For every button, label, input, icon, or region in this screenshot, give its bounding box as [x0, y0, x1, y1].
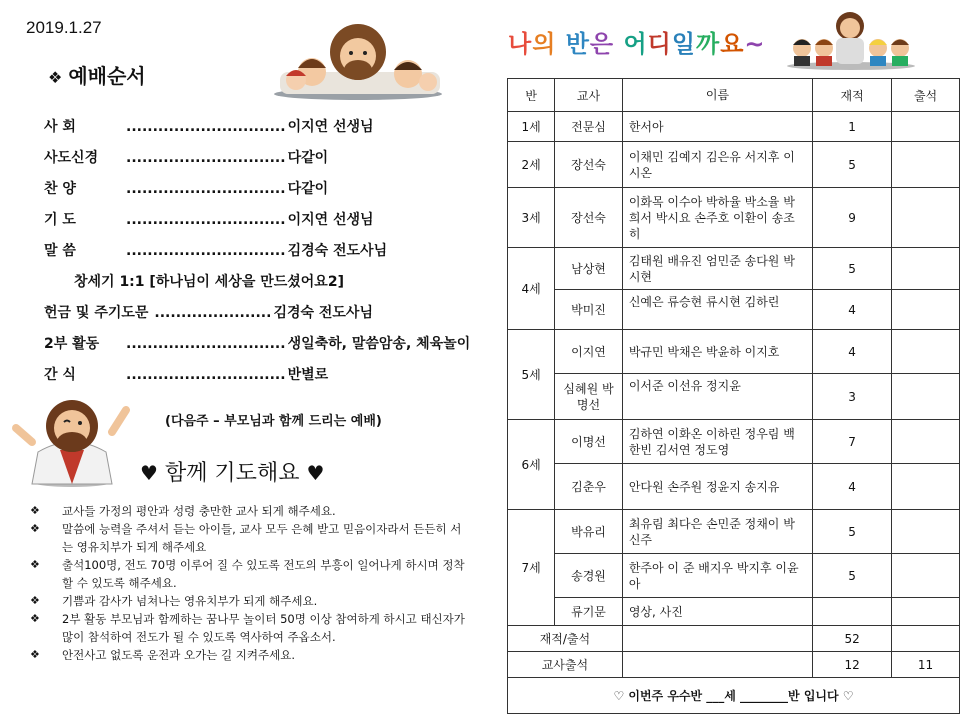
cell-enrolled: 4 — [813, 290, 892, 330]
cell-enrolled: 3 — [813, 374, 892, 420]
summary-blank — [622, 626, 812, 652]
summary-attend[interactable] — [892, 626, 960, 652]
table-row — [508, 248, 960, 290]
order-dots: .............................. — [126, 119, 286, 135]
title-letter: 반 — [565, 30, 590, 58]
summary-label: 교사출석 — [508, 652, 623, 678]
jesus-children-illustration — [272, 20, 444, 102]
cell-ban: 2세 — [508, 142, 555, 188]
cell-attend[interactable] — [892, 510, 960, 554]
order-row — [44, 329, 471, 360]
header-teacher: 교사 — [555, 79, 623, 112]
cell-ban: 3세 — [508, 188, 555, 248]
order-label: 찬 양 — [44, 181, 76, 197]
diamond-bullet-icon: ❖ — [30, 558, 40, 571]
prayer-list — [30, 502, 470, 664]
cell-enrolled: 1 — [813, 112, 892, 142]
title-letter: 어 — [623, 30, 648, 58]
heart-icon: ♥ — [306, 461, 325, 485]
table-row — [508, 330, 960, 374]
jesus-waving-illustration — [8, 392, 136, 488]
cell-ban: 5세 — [508, 330, 555, 420]
title-letter: 요 — [720, 30, 745, 58]
cell-teacher: 김춘우 — [555, 464, 623, 510]
title-letter: 나 — [508, 30, 533, 58]
cell-enrolled: 5 — [813, 142, 892, 188]
diamond-bullet-icon: ❖ — [30, 648, 40, 661]
cell-enrolled: 9 — [813, 188, 892, 248]
table-row — [508, 290, 960, 330]
best-class-text: ♡ 이번주 우수반 ___세 ________반 입니다 ♡ — [508, 678, 960, 714]
order-label: 헌금 및 주기도문 — [44, 305, 149, 321]
table-header-row — [508, 79, 960, 112]
summary-label: 재적/출석 — [508, 626, 623, 652]
prayer-text: 안전사고 없도록 운전과 오가는 길 지켜주세요. — [62, 648, 296, 662]
order-dots: .............................. — [126, 212, 286, 228]
order-dots: .............................. — [126, 150, 286, 166]
cell-attend[interactable] — [892, 374, 960, 420]
prayer-text: 2부 활동 부모님과 함께하는 꿈나무 놀이터 50명 이상 참여하게 하시고 태신자가 많이 참석하여 전도가 될 수 있도록 역사하여 주옵소서. — [62, 612, 465, 644]
cell-teacher: 장선숙 — [555, 142, 623, 188]
class-title-text — [508, 30, 766, 58]
diamond-bullet-icon: ❖ — [30, 522, 40, 535]
table-row — [508, 374, 960, 420]
cell-attend[interactable] — [892, 464, 960, 510]
cell-teacher: 장선숙 — [555, 188, 623, 248]
summary-attend[interactable]: 11 — [892, 652, 960, 678]
worship-order-title — [48, 60, 146, 89]
cell-attend[interactable] — [892, 420, 960, 464]
table-row — [508, 142, 960, 188]
prayer-text: 기쁨과 감사가 넘쳐나는 영유치부가 되게 해주세요. — [62, 594, 318, 608]
cell-enrolled — [813, 598, 892, 626]
header-names: 이름 — [622, 79, 812, 112]
cell-names: 안다원 손주원 정윤지 송지유 — [622, 464, 812, 510]
summary-blank — [622, 652, 812, 678]
title-letter: 까 — [696, 30, 721, 58]
order-row — [44, 174, 464, 205]
prayer-title-text: 함께 기도해요 — [164, 461, 300, 486]
order-value: 반별로 — [287, 367, 329, 383]
heart-icon: ♥ — [140, 461, 158, 485]
prayer-item — [30, 610, 470, 646]
diamond-bullet-icon: ❖ — [30, 594, 40, 607]
summary-row — [508, 626, 960, 652]
order-value: 김경숙 전도사님 — [287, 243, 388, 259]
header-enrolled: 재적 — [813, 79, 892, 112]
order-value: 이지연 선생님 — [287, 119, 374, 135]
best-class-row — [508, 678, 960, 714]
worship-order-list — [44, 112, 471, 391]
header-attend: 출석 — [892, 79, 960, 112]
header-ban: 반 — [508, 79, 555, 112]
order-dots: .............................. — [126, 367, 286, 383]
cell-enrolled: 4 — [813, 330, 892, 374]
cell-teacher: 박미진 — [555, 290, 623, 330]
title-letter: 디 — [647, 30, 672, 58]
cell-teacher: 송경원 — [555, 554, 623, 598]
prayer-title — [140, 456, 324, 487]
order-label: 사 회 — [44, 119, 76, 135]
prayer-text: 말씀에 능력을 주셔서 듣는 아이들, 교사 모두 은혜 받고 믿음이자라서 든든히 서는 영유치부가 되게 해주세요 — [62, 522, 462, 554]
class-table-title — [508, 24, 766, 59]
cell-attend[interactable] — [892, 112, 960, 142]
order-dots: .............................. — [126, 336, 286, 352]
table-row — [508, 420, 960, 464]
cell-ban: 1세 — [508, 112, 555, 142]
diamond-bullet-icon: ❖ — [48, 68, 63, 87]
order-label: 사도신경 — [44, 150, 99, 166]
order-row — [44, 298, 464, 329]
cell-attend[interactable] — [892, 290, 960, 330]
title-letter: 일 — [671, 30, 697, 58]
summary-enrolled: 52 — [813, 626, 892, 652]
cell-enrolled: 5 — [813, 248, 892, 290]
title-letter: ~ — [744, 30, 766, 58]
prayer-item — [30, 646, 470, 664]
cell-teacher: 남상현 — [555, 248, 623, 290]
cell-enrolled: 5 — [813, 510, 892, 554]
next-week-note: (다음주 – 부모님과 함께 드리는 예배) — [165, 414, 382, 429]
cell-attend[interactable] — [892, 554, 960, 598]
cell-ban: 6세 — [508, 420, 555, 510]
title-letter — [556, 30, 565, 58]
order-dots: .............................. — [126, 181, 286, 197]
cell-attend[interactable] — [892, 188, 960, 248]
class-attendance-table — [507, 78, 960, 714]
order-label: 2부 활동 — [44, 336, 100, 352]
order-row — [44, 205, 464, 236]
prayer-item — [30, 520, 470, 556]
cell-enrolled: 7 — [813, 420, 892, 464]
table-row — [508, 464, 960, 510]
table-row — [508, 510, 960, 554]
cell-teacher: 박유리 — [555, 510, 623, 554]
table-row — [508, 598, 960, 626]
order-dots: .............................. — [126, 243, 286, 259]
cell-attend[interactable] — [892, 142, 960, 188]
order-label: 간 식 — [44, 367, 76, 383]
prayer-text: 교사들 가정의 평안과 성령 충만한 교사 되게 해주세요. — [62, 504, 336, 518]
order-label: 기 도 — [44, 212, 76, 228]
table-row — [508, 112, 960, 142]
worship-order-label: 예배순서 — [68, 64, 146, 88]
diamond-bullet-icon: ❖ — [30, 504, 40, 517]
cell-names: 이채민 김예지 김은유 서지후 이시온 — [622, 142, 812, 188]
prayer-item — [30, 592, 470, 610]
diamond-bullet-icon: ❖ — [30, 612, 40, 625]
cell-enrolled: 5 — [813, 554, 892, 598]
cell-attend[interactable] — [892, 330, 960, 374]
order-value: 생일축하, 말씀암송, 체육놀이 — [287, 336, 471, 352]
cell-teacher: 심혜원 박명선 — [555, 374, 623, 420]
cell-names: 김하연 이화온 이하린 정우림 백한빈 김서연 정도영 — [622, 420, 812, 464]
cell-attend[interactable] — [892, 598, 960, 626]
order-row — [44, 360, 464, 391]
cell-names: 박규민 박채은 박윤하 이지호 — [622, 330, 812, 374]
prayer-item — [30, 502, 470, 520]
table-row — [508, 188, 960, 248]
order-value: 김경숙 전도사님 — [273, 305, 373, 321]
order-value: 다같이 — [287, 150, 329, 166]
cell-teacher: 전문심 — [555, 112, 623, 142]
order-label: 말 씀 — [44, 243, 76, 259]
scripture-reference: 창세기 1:1 [하나님이 세상을 만드셨어요2] — [74, 274, 344, 290]
cell-names: 최유림 최다은 손민준 정채이 박신주 — [622, 510, 812, 554]
title-letter: 은 — [589, 30, 615, 58]
cell-names: 이화목 이수아 박하율 박소율 박희서 박시요 손주호 이환이 송조히 — [622, 188, 812, 248]
cell-ban: 7세 — [508, 510, 555, 626]
cell-enrolled: 4 — [813, 464, 892, 510]
order-value: 이지연 선생님 — [287, 212, 374, 228]
cell-names: 김태원 배유진 엄민준 송다원 박시현 — [622, 248, 812, 290]
title-letter: 의 — [532, 30, 557, 58]
order-row — [44, 143, 464, 174]
order-row — [44, 236, 464, 267]
cell-names: 이서준 이선유 정지윤 — [622, 374, 812, 420]
summary-enrolled: 12 — [813, 652, 892, 678]
cell-names: 한주아 이 준 배지우 박지후 이윤아 — [622, 554, 812, 598]
cell-names: 신예은 류승현 류시현 김하린 — [622, 290, 812, 330]
order-row — [44, 112, 464, 143]
summary-row — [508, 652, 960, 678]
cell-teacher: 류기문 — [555, 598, 623, 626]
bulletin-date: 2019.1.27 — [26, 18, 102, 37]
cell-names: 영상, 사진 — [622, 598, 812, 626]
order-value: 다같이 — [287, 181, 329, 197]
prayer-text: 출석100명, 전도 70명 이루어 질 수 있도록 전도의 부흥이 일어나게 하시며 정착할 수 있도록 해주세요. — [62, 558, 465, 590]
jesus-group-illustration — [784, 8, 918, 70]
cell-teacher: 이지연 — [555, 330, 623, 374]
prayer-item — [30, 556, 470, 592]
order-dots: ...................... — [154, 305, 272, 321]
cell-ban: 4세 — [508, 248, 555, 330]
table-row — [508, 554, 960, 598]
cell-names: 한서아 — [622, 112, 812, 142]
cell-attend[interactable] — [892, 248, 960, 290]
cell-teacher: 이명선 — [555, 420, 623, 464]
